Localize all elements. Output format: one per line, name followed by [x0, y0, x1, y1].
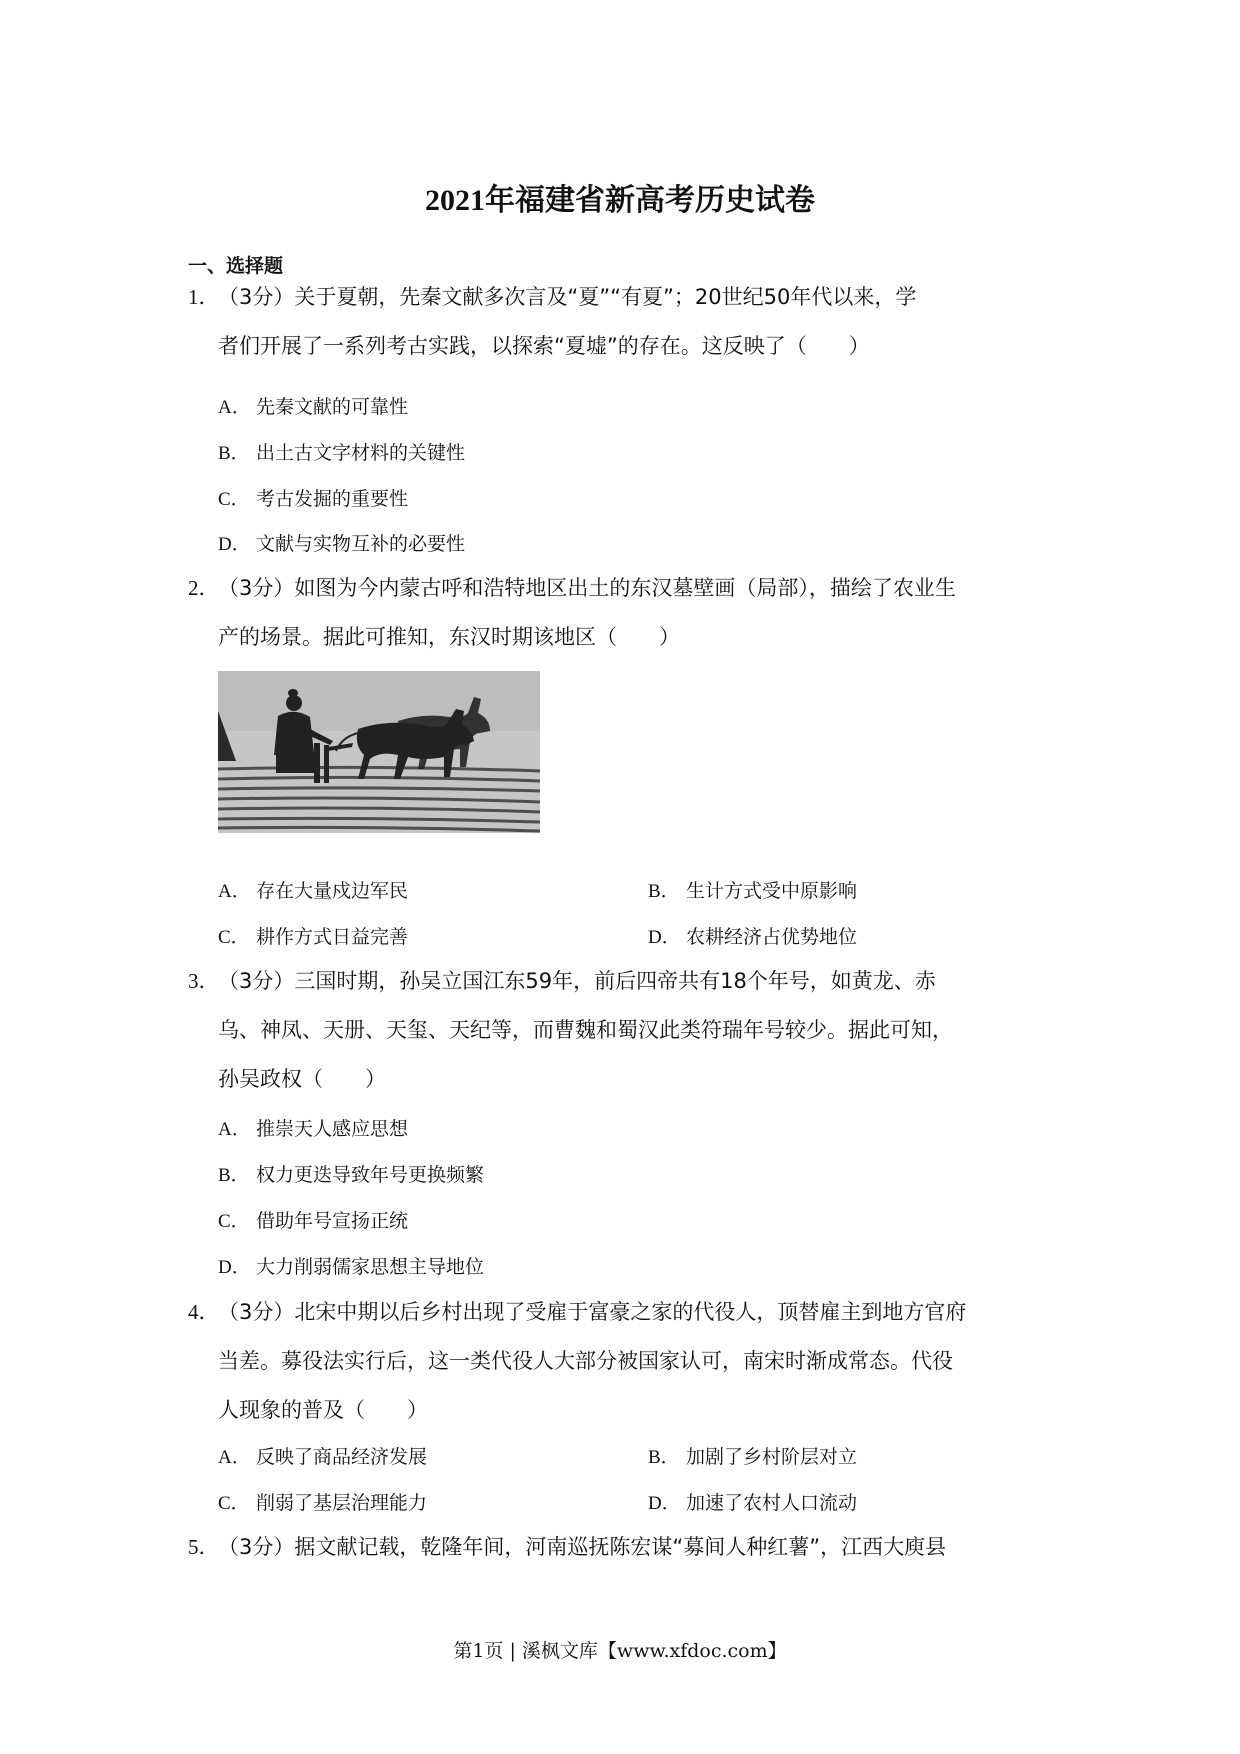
- option-q3-b: B． 权力更迭导致年号更换频繁: [218, 1164, 485, 1186]
- question-5-stem: [188, 1523, 1058, 1572]
- option-q4-a: A． 反映了商品经济发展: [218, 1446, 428, 1468]
- question-text: 产的场景。据此可推知，东汉时期该地区（ ）: [218, 625, 680, 649]
- question-number: 2．: [188, 576, 220, 600]
- option-q2-a: A． 存在大量戍边军民: [218, 880, 409, 902]
- question-text: （3分）据文献记载，乾隆年间，河南巡抚陈宏谋“募间人种红薯”，江西大庾县: [218, 1535, 947, 1559]
- option-q3-d: D． 大力削弱儒家思想主导地位: [218, 1256, 485, 1278]
- question-number: 1．: [188, 285, 220, 309]
- question-text: （3分）三国时期，孙吴立国江东59年，前后四帝共有18个年号，如黄龙、赤: [218, 969, 936, 993]
- question-number: 5．: [188, 1535, 220, 1559]
- option-q3-c: C． 借助年号宣扬正统: [218, 1210, 409, 1232]
- option-q1-b: B． 出土古文字材料的关键性: [218, 442, 466, 464]
- option-q2-b: B． 生计方式受中原影响: [648, 880, 858, 902]
- question-text: 者们开展了一系列考古实践，以探索“夏墟”的存在。这反映了（ ）: [218, 334, 870, 358]
- question-text: （3分）关于夏朝，先秦文献多次言及“夏”“有夏”；20世纪50年代以来，学: [218, 285, 917, 309]
- page-footer: 第1页 | 溪枫文库【www.xfdoc.com】: [453, 1640, 787, 1662]
- page-title: 2021年福建省新高考历史试卷: [425, 184, 815, 217]
- option-q2-d: D． 农耕经济占优势地位: [648, 926, 858, 948]
- option-q1-a: A． 先秦文献的可靠性: [218, 396, 409, 418]
- option-q4-c: C． 削弱了基层治理能力: [218, 1492, 428, 1514]
- mural-image: [218, 671, 540, 833]
- option-q1-d: D． 文献与实物互补的必要性: [218, 533, 466, 555]
- question-number: 4．: [188, 1300, 220, 1324]
- question-text: （3分）如图为今内蒙古呼和浩特地区出土的东汉墓壁画（局部），描绘了农业生: [218, 576, 956, 600]
- option-q2-c: C． 耕作方式日益完善: [218, 926, 409, 948]
- question-text: 人现象的普及（ ）: [218, 1398, 428, 1422]
- question-1-stem: [188, 273, 1058, 371]
- question-text: 当差。募役法实行后，这一类代役人大部分被国家认可，南宋时渐成常态。代役: [218, 1349, 953, 1373]
- question-number: 3．: [188, 969, 220, 993]
- question-2-stem: [188, 564, 1058, 662]
- question-text: 孙吴政权（ ）: [218, 1067, 386, 1091]
- question-text: 乌、神凤、天册、天玺、天纪等，而曹魏和蜀汉此类符瑞年号较少。据此可知，: [218, 1018, 953, 1042]
- question-text: （3分）北宋中期以后乡村出现了受雇于富豪之家的代役人，顶替雇主到地方官府: [218, 1300, 967, 1324]
- option-q1-c: C． 考古发掘的重要性: [218, 488, 409, 510]
- question-4-stem: [188, 1288, 1058, 1435]
- option-q4-d: D． 加速了农村人口流动: [648, 1492, 858, 1514]
- option-q4-b: B． 加剧了乡村阶层对立: [648, 1446, 858, 1468]
- question-3-stem: [188, 957, 1058, 1104]
- option-q3-a: A． 推崇天人感应思想: [218, 1118, 409, 1140]
- section-title: 一、选择题: [188, 255, 284, 277]
